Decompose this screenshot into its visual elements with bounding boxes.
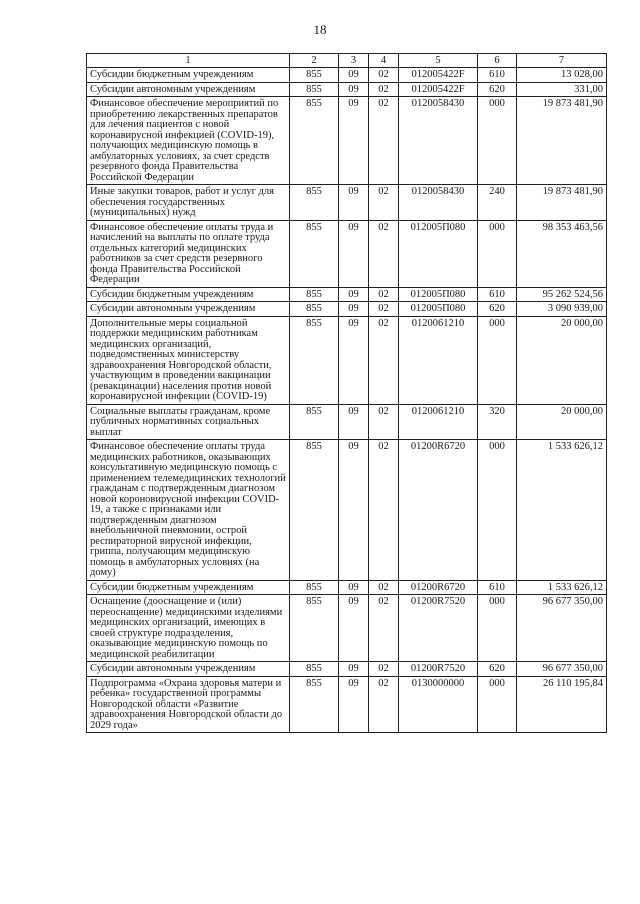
subsection-code-cell: 02 — [369, 82, 399, 97]
row-name-cell: Дополнительные меры социальной поддержки медицинским работникам медицинских организаций, подведомственных министерству здравоохранения Новгородской области, участвующим в проведении вакцинации (ревакцинации) населения против новой коронавирусной инфекции (COVID-19) — [87, 316, 290, 404]
subsection-code-cell: 02 — [369, 595, 399, 662]
row-name-cell: Субсидии бюджетным учреждениям — [87, 287, 290, 302]
subsection-code-cell: 02 — [369, 97, 399, 185]
ministry-code-cell: 855 — [290, 676, 339, 733]
expense-type-cell: 000 — [478, 440, 517, 581]
section-code-cell: 09 — [339, 316, 369, 404]
expense-type-cell: 610 — [478, 287, 517, 302]
ministry-code-cell: 855 — [290, 595, 339, 662]
section-code-cell: 09 — [339, 595, 369, 662]
amount-cell: 1 533 626,12 — [517, 440, 607, 581]
table-row — [87, 404, 607, 440]
amount-cell: 98 353 463,56 — [517, 220, 607, 287]
ministry-code-cell: 855 — [290, 185, 339, 221]
amount-cell: 95 262 524,56 — [517, 287, 607, 302]
expense-type-cell: 240 — [478, 185, 517, 221]
section-code-cell: 09 — [339, 287, 369, 302]
table-row — [87, 82, 607, 97]
row-name-cell: Субсидии бюджетным учреждениям — [87, 68, 290, 83]
column-header: 6 — [478, 54, 517, 68]
section-code-cell: 09 — [339, 404, 369, 440]
column-header: 5 — [399, 54, 478, 68]
section-code-cell: 09 — [339, 662, 369, 677]
section-code-cell: 09 — [339, 676, 369, 733]
amount-cell: 20 000,00 — [517, 404, 607, 440]
target-article-cell: 01200R6720 — [399, 580, 478, 595]
column-header: 2 — [290, 54, 339, 68]
subsection-code-cell: 02 — [369, 440, 399, 581]
amount-cell: 26 110 195,84 — [517, 676, 607, 733]
table-row — [87, 68, 607, 83]
row-name-cell: Подпрограмма «Охрана здоровья матери и ребенка» государственной программы Новгородской области «Развитие здравоохранения Новгородской области до 2029 года» — [87, 676, 290, 733]
column-header: 7 — [517, 54, 607, 68]
ministry-code-cell: 855 — [290, 97, 339, 185]
ministry-code-cell: 855 — [290, 404, 339, 440]
target-article-cell: 01200R6720 — [399, 440, 478, 581]
subsection-code-cell: 02 — [369, 287, 399, 302]
expense-type-cell: 320 — [478, 404, 517, 440]
expense-type-cell: 620 — [478, 82, 517, 97]
page-number: 18 — [313, 22, 327, 37]
section-code-cell: 09 — [339, 302, 369, 317]
section-code-cell: 09 — [339, 82, 369, 97]
ministry-code-cell: 855 — [290, 82, 339, 97]
target-article-cell: 0120061210 — [399, 404, 478, 440]
ministry-code-cell: 855 — [290, 302, 339, 317]
table-row — [87, 302, 607, 317]
row-name-cell: Финансовое обеспечение оплаты труда и начислений на выплаты по оплате труда отдельных категорий медицинских работников за счет средств резервного фонда Правительства Российской Федерации — [87, 220, 290, 287]
table-row — [87, 97, 607, 185]
amount-cell: 96 677 350,00 — [517, 595, 607, 662]
row-name-cell: Социальные выплаты гражданам, кроме публичных нормативных социальных выплат — [87, 404, 290, 440]
table-row — [87, 662, 607, 677]
column-header: 4 — [369, 54, 399, 68]
expense-type-cell: 000 — [478, 316, 517, 404]
target-article-cell: 012005П080 — [399, 302, 478, 317]
subsection-code-cell: 02 — [369, 580, 399, 595]
subsection-code-cell: 02 — [369, 68, 399, 83]
section-code-cell: 09 — [339, 185, 369, 221]
section-code-cell: 09 — [339, 440, 369, 581]
expense-type-cell: 000 — [478, 220, 517, 287]
subsection-code-cell: 02 — [369, 302, 399, 317]
target-article-cell: 0120058430 — [399, 97, 478, 185]
ministry-code-cell: 855 — [290, 287, 339, 302]
target-article-cell: 012005П080 — [399, 220, 478, 287]
table-row — [87, 185, 607, 221]
column-header: 1 — [87, 54, 290, 68]
target-article-cell: 012005422F — [399, 68, 478, 83]
row-name-cell: Субсидии автономным учреждениям — [87, 662, 290, 677]
expense-type-cell: 610 — [478, 68, 517, 83]
amount-cell: 1 533 626,12 — [517, 580, 607, 595]
table-row — [87, 440, 607, 581]
column-header: 3 — [339, 54, 369, 68]
amount-cell: 19 873 481,90 — [517, 97, 607, 185]
ministry-code-cell: 855 — [290, 68, 339, 83]
section-code-cell: 09 — [339, 220, 369, 287]
row-name-cell: Субсидии автономным учреждениям — [87, 302, 290, 317]
table-row — [87, 676, 607, 733]
table-row — [87, 287, 607, 302]
budget-table — [86, 53, 607, 733]
subsection-code-cell: 02 — [369, 662, 399, 677]
table-row — [87, 316, 607, 404]
amount-cell: 13 028,00 — [517, 68, 607, 83]
row-name-cell: Субсидии автономным учреждениям — [87, 82, 290, 97]
expense-type-cell: 000 — [478, 676, 517, 733]
amount-cell: 331,00 — [517, 82, 607, 97]
subsection-code-cell: 02 — [369, 185, 399, 221]
target-article-cell: 01200R7520 — [399, 595, 478, 662]
target-article-cell: 0120061210 — [399, 316, 478, 404]
row-name-cell: Финансовое обеспечение мероприятий по приобретению лекарственных препаратов для лечения пациентов с новой коронавирусной инфекцией (COVID-19), получающих медицинскую помощь в амбулаторных условиях, за счет средств резервного фонда Правительства Российской Федерации — [87, 97, 290, 185]
table-row — [87, 595, 607, 662]
section-code-cell: 09 — [339, 68, 369, 83]
target-article-cell: 0130000000 — [399, 676, 478, 733]
header-row — [87, 54, 607, 68]
table-row — [87, 220, 607, 287]
row-name-cell: Финансовое обеспечение оплаты труда медицинских работников, оказывающих консультативную медицинскую помощь с применением телемедицинских технологий гражданам с подтвержденным диагнозом новой короновирусной инфекции COVID-19, а также с признаками или подтвержденным диагнозом внебольничной пневмонии, острой респираторной вирусной инфекции, гриппа, получающим медицинскую помощь в амбулаторных условиях (на дому) — [87, 440, 290, 581]
ministry-code-cell: 855 — [290, 580, 339, 595]
ministry-code-cell: 855 — [290, 440, 339, 581]
row-name-cell: Оснащение (дооснащение и (или) переоснащение) медицинскими изделиями медицинских организаций, имеющих в своей структуре подразделения, оказывающие медицинскую помощь по медицинской реабилитации — [87, 595, 290, 662]
target-article-cell: 012005422F — [399, 82, 478, 97]
subsection-code-cell: 02 — [369, 316, 399, 404]
ministry-code-cell: 855 — [290, 662, 339, 677]
amount-cell: 96 677 350,00 — [517, 662, 607, 677]
amount-cell: 3 090 939,00 — [517, 302, 607, 317]
row-name-cell: Иные закупки товаров, работ и услуг для обеспечения государственных (муниципальных) нужд — [87, 185, 290, 221]
expense-type-cell: 610 — [478, 580, 517, 595]
target-article-cell: 0120058430 — [399, 185, 478, 221]
subsection-code-cell: 02 — [369, 220, 399, 287]
subsection-code-cell: 02 — [369, 404, 399, 440]
target-article-cell: 012005П080 — [399, 287, 478, 302]
section-code-cell: 09 — [339, 580, 369, 595]
expense-type-cell: 000 — [478, 595, 517, 662]
row-name-cell: Субсидии бюджетным учреждениям — [87, 580, 290, 595]
section-code-cell: 09 — [339, 97, 369, 185]
amount-cell: 19 873 481,90 — [517, 185, 607, 221]
subsection-code-cell: 02 — [369, 676, 399, 733]
ministry-code-cell: 855 — [290, 316, 339, 404]
ministry-code-cell: 855 — [290, 220, 339, 287]
amount-cell: 20 000,00 — [517, 316, 607, 404]
expense-type-cell: 000 — [478, 97, 517, 185]
table-row — [87, 580, 607, 595]
expense-type-cell: 620 — [478, 662, 517, 677]
expense-type-cell: 620 — [478, 302, 517, 317]
target-article-cell: 01200R7520 — [399, 662, 478, 677]
